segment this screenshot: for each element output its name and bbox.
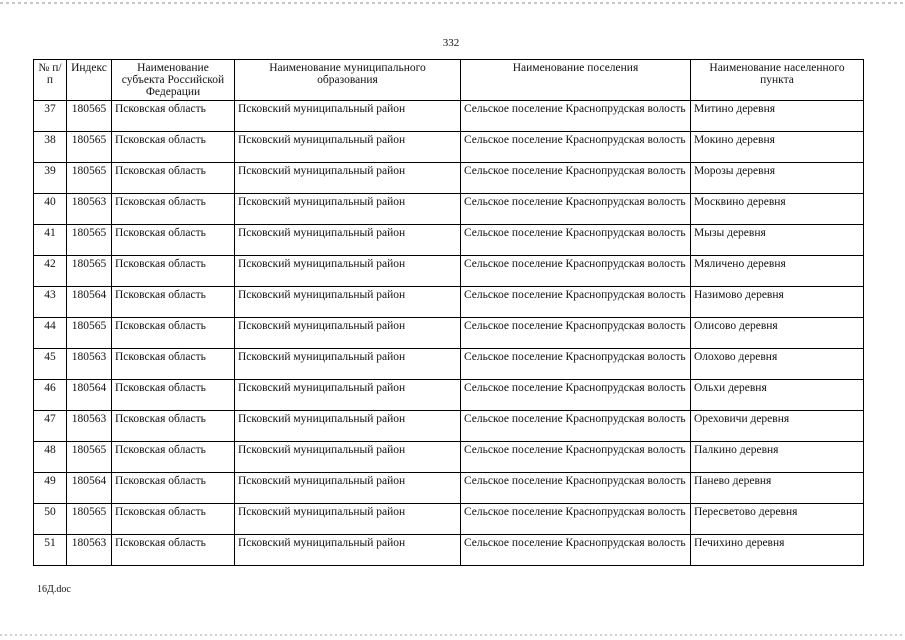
cell-index: 180563 [67,194,112,225]
cell-subject: Псковская область [112,225,235,256]
table-header [34,60,864,101]
cell-subject: Псковская область [112,442,235,473]
scan-artifact-bottom [0,634,905,636]
cell-index: 180565 [67,256,112,287]
table-row [34,380,864,411]
cell-index: 180564 [67,287,112,318]
cell-locality: Олисово деревня [691,318,864,349]
cell-num: 38 [34,132,67,163]
cell-settlement: Сельское поселение Краснопрудская волость [461,349,691,380]
cell-settlement: Сельское поселение Краснопрудская волость [461,287,691,318]
cell-locality: Олохово деревня [691,349,864,380]
cell-num: 43 [34,287,67,318]
table-row [34,504,864,535]
cell-settlement: Сельское поселение Краснопрудская волость [461,504,691,535]
cell-num: 49 [34,473,67,504]
cell-subject: Псковская область [112,535,235,566]
cell-settlement: Сельское поселение Краснопрудская волость [461,225,691,256]
cell-index: 180565 [67,163,112,194]
cell-index: 180563 [67,535,112,566]
cell-num: 40 [34,194,67,225]
header-subject: Наименование субъекта Российской Федерации [112,60,235,101]
cell-locality: Пересветово деревня [691,504,864,535]
table-row [34,318,864,349]
header-index: Индекс [67,60,112,101]
cell-municipality: Псковский муниципальный район [235,349,461,380]
cell-settlement: Сельское поселение Краснопрудская волость [461,318,691,349]
cell-num: 46 [34,380,67,411]
cell-settlement: Сельское поселение Краснопрудская волость [461,442,691,473]
cell-settlement: Сельское поселение Краснопрудская волость [461,101,691,132]
cell-num: 47 [34,411,67,442]
cell-num: 39 [34,163,67,194]
cell-locality: Мызы деревня [691,225,864,256]
table-row [34,225,864,256]
cell-subject: Псковская область [112,318,235,349]
header-settlement: Наименование поселения [461,60,691,101]
header-municipality: Наименование муниципального образования [235,60,461,101]
cell-municipality: Псковский муниципальный район [235,504,461,535]
table-row [34,194,864,225]
header-locality: Наименование населенного пункта [691,60,864,101]
cell-subject: Псковская область [112,287,235,318]
table-row [34,442,864,473]
table-body [34,101,864,566]
cell-municipality: Псковский муниципальный район [235,380,461,411]
cell-locality: Мяличено деревня [691,256,864,287]
cell-index: 180564 [67,380,112,411]
header-num: № п/п [34,60,67,101]
cell-locality: Панево деревня [691,473,864,504]
cell-municipality: Псковский муниципальный район [235,256,461,287]
cell-municipality: Псковский муниципальный район [235,287,461,318]
cell-municipality: Псковский муниципальный район [235,132,461,163]
cell-settlement: Сельское поселение Краснопрудская волость [461,256,691,287]
cell-num: 45 [34,349,67,380]
cell-locality: Ольхи деревня [691,380,864,411]
cell-index: 180565 [67,504,112,535]
table-row [34,473,864,504]
scan-artifact-top [0,2,905,4]
table-row [34,349,864,380]
cell-locality: Митино деревня [691,101,864,132]
cell-num: 41 [34,225,67,256]
cell-settlement: Сельское поселение Краснопрудская волость [461,411,691,442]
cell-settlement: Сельское поселение Краснопрудская волость [461,535,691,566]
cell-subject: Псковская область [112,256,235,287]
cell-num: 44 [34,318,67,349]
cell-num: 48 [34,442,67,473]
cell-num: 51 [34,535,67,566]
table-row [34,163,864,194]
cell-municipality: Псковский муниципальный район [235,194,461,225]
cell-locality: Палкино деревня [691,442,864,473]
cell-index: 180565 [67,442,112,473]
cell-num: 42 [34,256,67,287]
table-row [34,101,864,132]
cell-locality: Ореховичи деревня [691,411,864,442]
table-row [34,287,864,318]
table-row [34,256,864,287]
cell-municipality: Псковский муниципальный район [235,473,461,504]
cell-locality: Печихино деревня [691,535,864,566]
cell-subject: Псковская область [112,101,235,132]
cell-subject: Псковская область [112,504,235,535]
cell-index: 180564 [67,473,112,504]
cell-settlement: Сельское поселение Краснопрудская волость [461,132,691,163]
cell-settlement: Сельское поселение Краснопрудская волость [461,163,691,194]
table-row [34,535,864,566]
cell-locality: Мокино деревня [691,132,864,163]
cell-municipality: Псковский муниципальный район [235,535,461,566]
cell-settlement: Сельское поселение Краснопрудская волость [461,473,691,504]
table-row [34,411,864,442]
cell-municipality: Псковский муниципальный район [235,442,461,473]
cell-subject: Псковская область [112,411,235,442]
footer-file-name: 16Д.doc [37,584,71,595]
cell-municipality: Псковский муниципальный район [235,101,461,132]
cell-subject: Псковская область [112,163,235,194]
cell-settlement: Сельское поселение Краснопрудская волость [461,380,691,411]
settlements-table [33,59,864,566]
cell-index: 180565 [67,132,112,163]
cell-subject: Псковская область [112,473,235,504]
cell-num: 50 [34,504,67,535]
cell-locality: Назимово деревня [691,287,864,318]
cell-num: 37 [34,101,67,132]
cell-municipality: Псковский муниципальный район [235,225,461,256]
cell-municipality: Псковский муниципальный район [235,411,461,442]
cell-index: 180565 [67,318,112,349]
cell-municipality: Псковский муниципальный район [235,163,461,194]
cell-index: 180565 [67,225,112,256]
cell-subject: Псковская область [112,132,235,163]
cell-locality: Москвино деревня [691,194,864,225]
cell-subject: Псковская область [112,349,235,380]
cell-subject: Псковская область [112,194,235,225]
cell-locality: Морозы деревня [691,163,864,194]
page-number: 332 [442,37,460,49]
cell-subject: Псковская область [112,380,235,411]
cell-index: 180563 [67,349,112,380]
cell-index: 180563 [67,411,112,442]
cell-index: 180565 [67,101,112,132]
cell-settlement: Сельское поселение Краснопрудская волость [461,194,691,225]
cell-municipality: Псковский муниципальный район [235,318,461,349]
table-row [34,132,864,163]
